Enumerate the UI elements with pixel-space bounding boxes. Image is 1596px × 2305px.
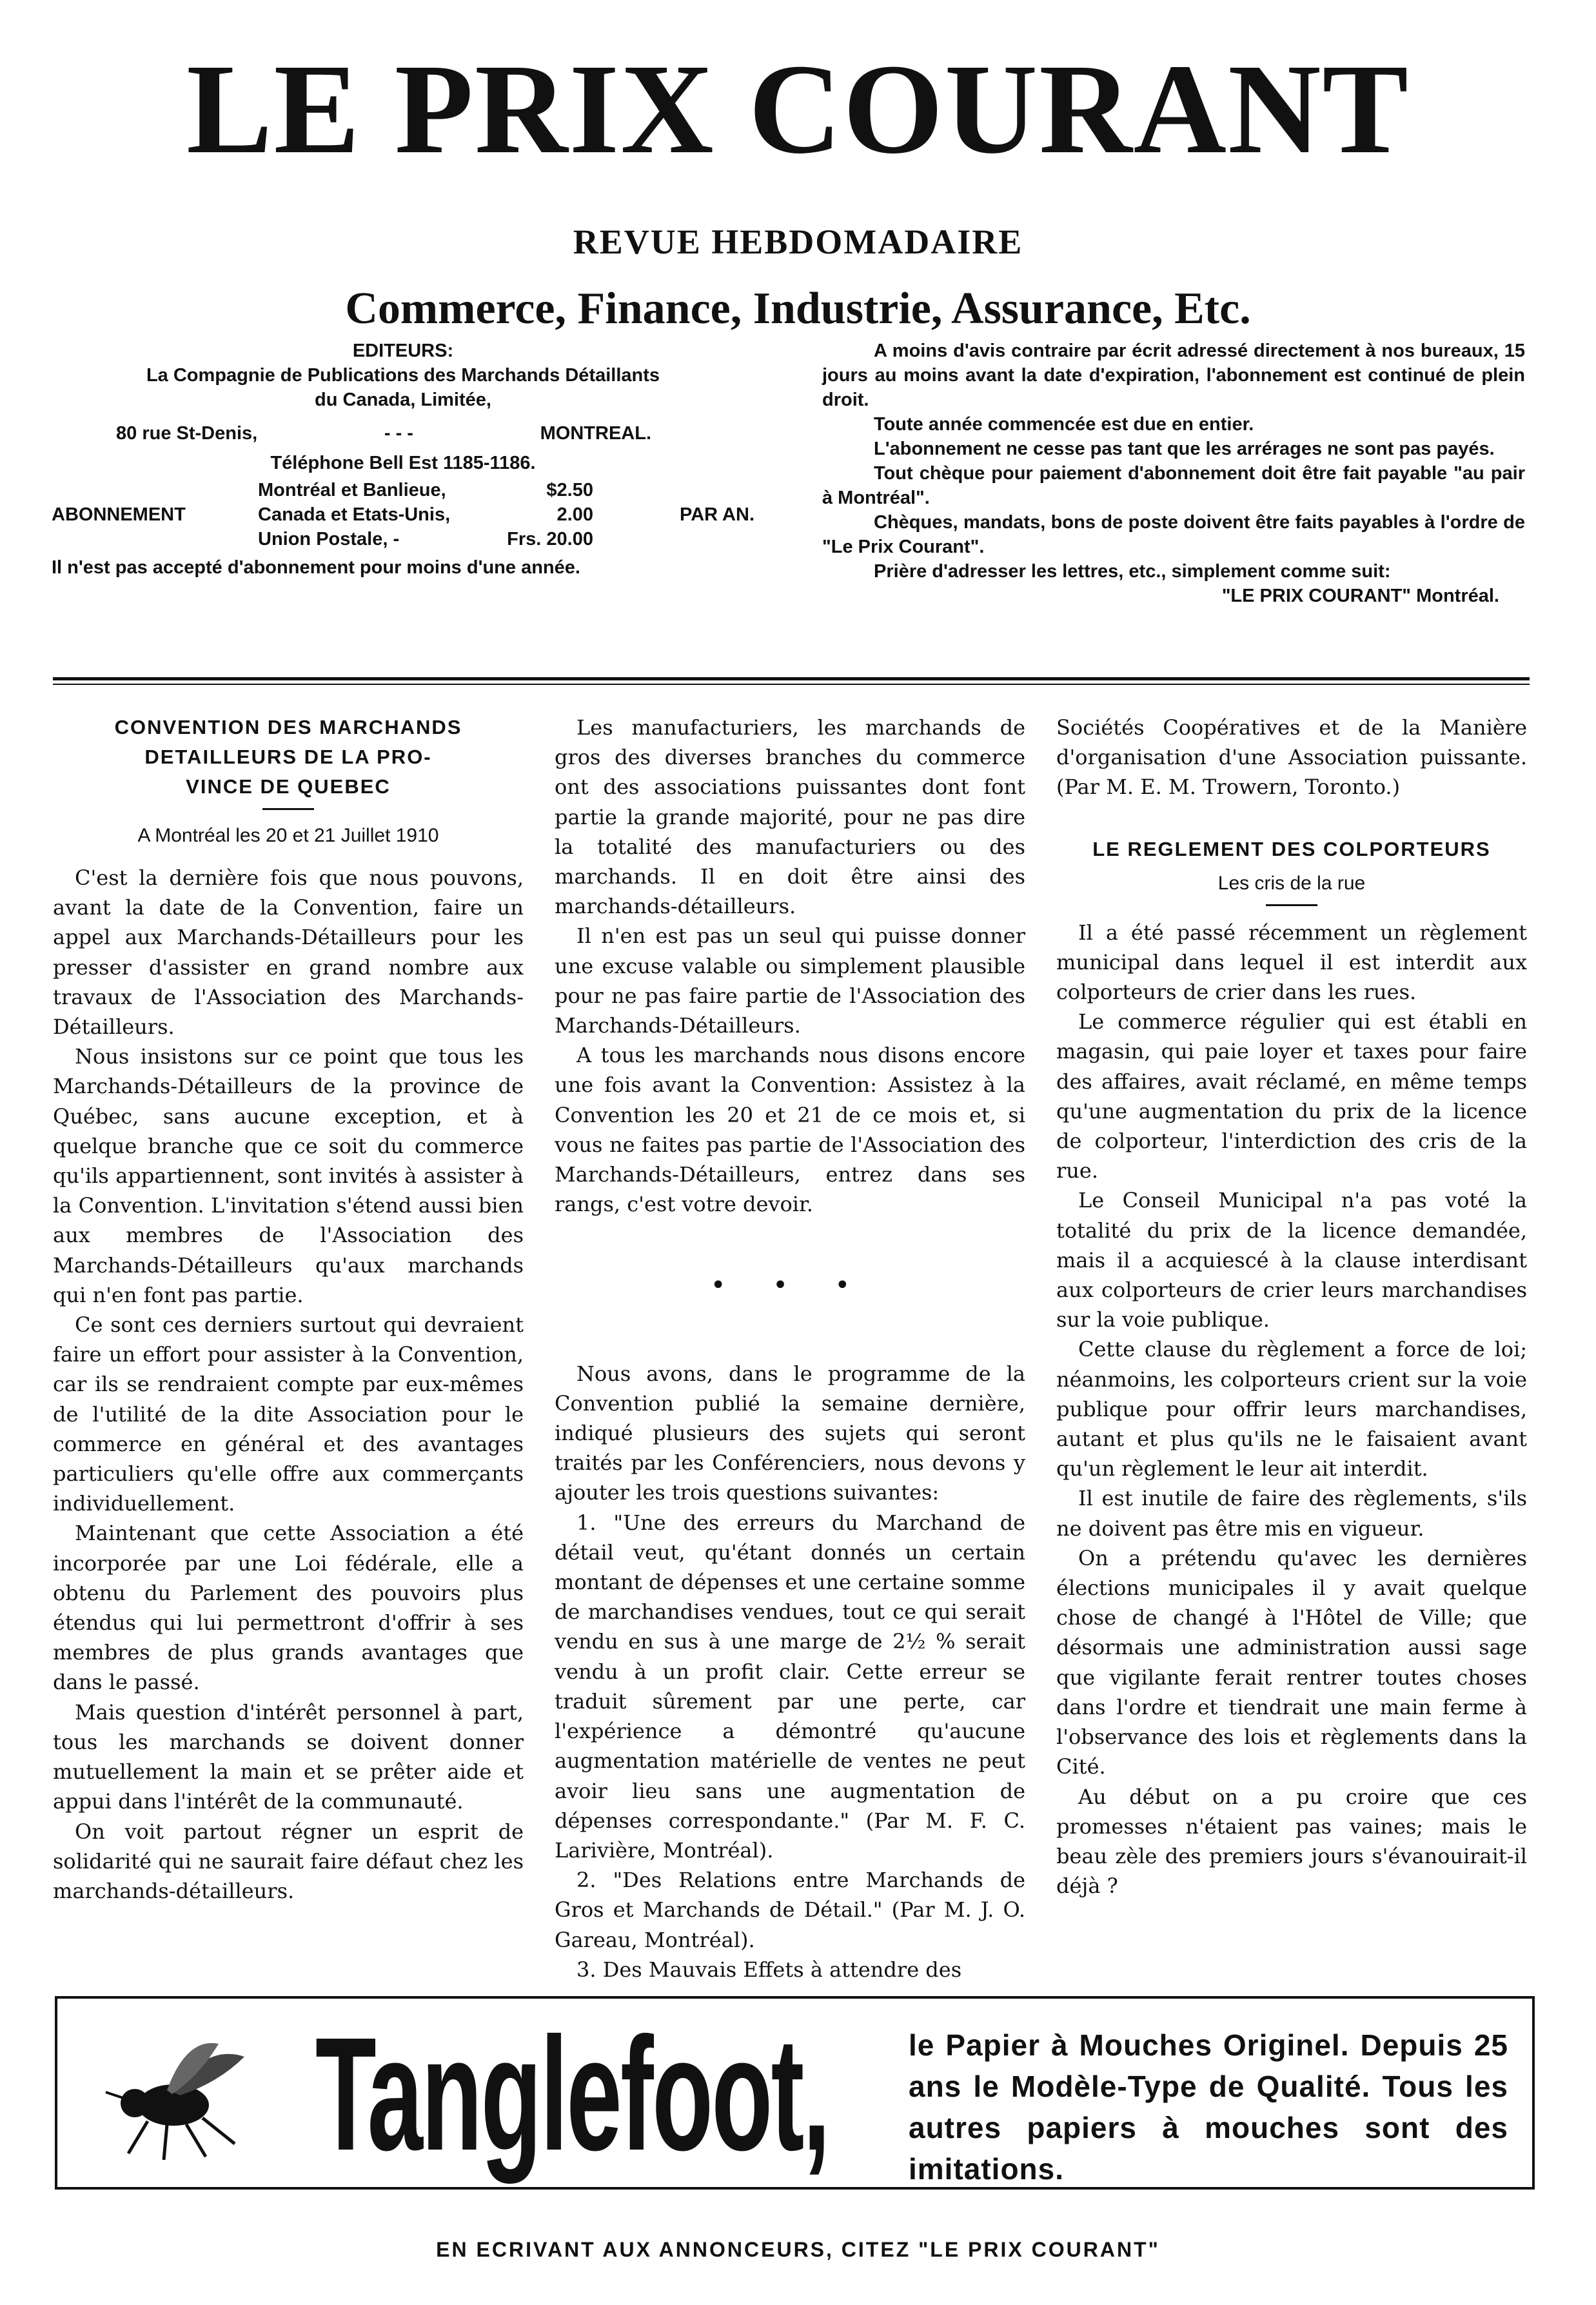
question-item: 1. "Une des erreurs du Marchand de détail veut, qu'étant donnés un certain montant de dépenses et une certaine somme de marchandises vendues, tout ce qui serait vendu en sus à une marge de 2½ % serait vendu à un profit clair. Cette erreur se traduit sûrement par une perte, car l'expérience a démontré qu'aucune augmentation matérielle de ventes ne peut avoir lieu sans une augmentation de dépenses correspondante." (Par M. F. C. Larivière, Montréal). [555, 1510, 1025, 1863]
ad-copy: le Papier à Mouches Originel. Depuis 25 ans le Modèle-Type de Qualité. Tous les autres papiers à mouches sont des imitations. [909, 2028, 1508, 2186]
publisher-city: MONTREAL. [540, 423, 651, 444]
notice-paragraph: Toute année commencée est due en entier. [874, 414, 1254, 435]
subscription-label: ABONNEMENT [52, 504, 186, 525]
masthead-tagline: Commerce, Finance, Industrie, Assurance, Etc. [345, 284, 1251, 333]
article1-heading-line2: DETAILLEURS DE LA PRO- [144, 746, 432, 768]
article-paragraph: On a prétendu qu'avec les dernières élections municipales il y avait quelque chose de changé à l'Hôtel de Ville; que désormais une administration aussi sage que vigilante ferait rentrer toutes choses dans l'ordre et tiendrait une main ferme à l'observance des lois et règlements dans la Cité. [1056, 1545, 1527, 1779]
article1-heading-line1: CONVENTION DES MARCHANDS [114, 716, 462, 738]
column-1 [53, 713, 524, 1906]
ad-brand-name: Tanglefoot, [315, 2004, 829, 2184]
article-paragraph: A tous les marchands nous disons encore une fois avant la Convention: Assistez à la Convention les 20 et 21 de ce mois et, si vous ne faites pas partie de l'Association des Marchands-Détailleurs, entrez dans ses rangs, c'est votre devoir. [555, 1043, 1025, 1217]
rate-row: Canada et Etats-Unis, 2.00 [258, 504, 593, 525]
article-paragraph: Au début on a pu croire que ces promesses n'étaient pas vaines; mais le beau zèle des premiers jours s'évanouirait-il déjà ? [1056, 1784, 1527, 1899]
question-item: 2. "Des Relations entre Marchands de Gros et Marchands de Détail." (Par M. J. O. Gareau, Montréal). [555, 1868, 1025, 1952]
rate-row: Montréal et Banlieue, $2.50 [258, 480, 593, 500]
heading-rule [1266, 904, 1317, 906]
notice-paragraph: Chèques, mandats, bons de poste doivent être faits payables à l'ordre de "Le Prix Courant". [822, 512, 1525, 557]
column-2 [555, 713, 1025, 1984]
publisher-company-line2: du Canada, Limitée, [315, 390, 491, 410]
publisher-info [52, 339, 754, 580]
article-paragraph: Nous insistons sur ce point que tous les Marchands-Détailleurs de la province de Québec, sans aucune exception, et à quelque branche que ce soit du commerce qu'ils appartiennent, sont invités à assister à la Convention. L'invitation s'étend aussi bien aux membres de l'Association des Marchands-Détailleurs qu'aux marchands qui n'en font pas partie. [53, 1044, 524, 1307]
header-rule [53, 677, 1530, 680]
heading-rule [262, 808, 314, 810]
article2-subheading: Les cris de la rue [1217, 872, 1366, 894]
masthead [0, 39, 1596, 338]
notice-paragraph: Prière d'adresser les lettres, etc., simplement comme suit: [874, 561, 1391, 582]
notice-signature: "LE PRIX COURANT" Montréal. [1221, 586, 1499, 606]
tanglefoot-advertisement [55, 1996, 1535, 2190]
article-paragraph: C'est la dernière fois que nous pouvons, avant la date de la Convention, faire un appel aux Marchands-Détailleurs pour les presser d'assister en grand nombre aux travaux de l'Association des Marchands-Détailleurs. [53, 866, 524, 1040]
masthead-title: LE PRIX COURANT [186, 38, 1410, 181]
article-paragraph: Il n'en est pas un seul qui puisse donner une excuse valable ou simplement plausible pour ne pas faire partie de l'Association des Marchands-Détailleurs. [555, 924, 1025, 1038]
article-paragraph: Sociétés Coopératives et de la Manière d'organisation d'une Association puissante. (Par M. E. M. Trowern, Toronto.) [1056, 715, 1527, 800]
article-paragraph: Cette clause du règlement a force de loi; néanmoins, les colporteurs crient sur la voie publique pour offrir leurs marchandises, autant et plus qu'ils ne le faisaient avant qu'un règlement le leur ait interdit. [1056, 1337, 1527, 1481]
subscription-minimum-note: Il n'est pas accepté d'abonnement pour moins d'une année. [52, 557, 580, 578]
article-paragraph: Les manufacturiers, les marchands de gros des diverses branches du commerce ont des associations puissantes dont font partie la grande majorité, pour ne pas dire la totalité des manufacturiers ou des marchands. Il en doit être ainsi des marchands-détailleurs. [555, 715, 1025, 919]
article-paragraph: Il est inutile de faire des règlements, s'ils ne doivent pas être mis en vigueur. [1056, 1486, 1527, 1541]
footer-note: EN ECRIVANT AUX ANNONCEURS, CITEZ "LE PRIX COURANT" [436, 2238, 1160, 2261]
notice-paragraph: A moins d'avis contraire par écrit adressé directement à nos bureaux, 15 jours au moins avant la date d'expiration, l'abonnement est continué de plein droit. [822, 341, 1525, 410]
header-rule-thin [53, 684, 1530, 685]
subscription-per-year: PAR AN. [680, 504, 754, 525]
subscription-notice [822, 339, 1525, 608]
notice-paragraph: Tout chèque pour paiement d'abonnement doit être fait payable "au pair à Montréal". [822, 463, 1525, 508]
masthead-subtitle: REVUE HEBDOMADAIRE [573, 223, 1023, 261]
article-paragraph: Ce sont ces derniers surtout qui devraient faire un effort pour assister à la Convention, car ils se rendraient compte par eux-mêmes de l'utilité de la dite Association pour le commerce en général et des avantages particuliers qu'elle offre aux commerçants individuellement. [53, 1312, 524, 1516]
subscription-table [52, 478, 754, 551]
publisher-telephone: Téléphone Bell Est 1185-1186. [270, 453, 536, 473]
publisher-company-line1: La Compagnie de Publications des Marchands Détaillants [146, 365, 660, 386]
publisher-address: 80 rue St-Denis, [116, 423, 258, 444]
article-paragraph: Maintenant que cette Association a été incorporée par une Loi fédérale, elle a obtenu du Parlement des pouvoirs plus étendus qui lui permettront d'offrir à ses membres de plus grands avantages que dans le passé. [53, 1521, 524, 1695]
article1-heading-line3: VINCE DE QUEBEC [186, 775, 391, 798]
article-paragraph: Mais question d'intérêt personnel à part, tous les marchands se doivent donner mutuellement la main et se prêter aide et appui dans l'intérêt de la communauté. [53, 1699, 524, 1814]
fly-icon [96, 2031, 251, 2166]
publisher-heading: EDITEURS: [352, 341, 454, 361]
article-paragraph: On voit partout régner un esprit de solidarité qui ne saurait faire défaut chez les marchands-détailleurs. [53, 1819, 524, 1903]
article2-heading: LE REGLEMENT DES COLPORTEURS [1092, 837, 1491, 860]
section-separator: • • • [710, 1271, 870, 1301]
article-paragraph: Nous avons, dans le programme de la Convention publié la semaine dernière, indiqué plusieurs des sujets qui seront traités par les Conférenciers, nous devons y ajouter les trois questions suivantes: [555, 1361, 1025, 1505]
rate-row: Union Postale, - Frs. 20.00 [258, 529, 593, 549]
column-3 [1056, 713, 1527, 1901]
article-paragraph: Il a été passé récemment un règlement municipal dans lequel il est interdit aux colporteurs de crier dans les rues. [1056, 920, 1527, 1005]
question-item: 3. Des Mauvais Effets à attendre des [576, 1957, 962, 1982]
notice-paragraph: L'abonnement ne cesse pas tant que les arrérages ne sont pas payés. [874, 439, 1495, 459]
article-paragraph: Le Conseil Municipal n'a pas voté la totalité du prix de la licence demandée, mais il a acquiescé à la clause interdisant aux colporteurs de crier leurs marchandises sur la voie publique. [1056, 1188, 1527, 1332]
publisher-address-dashes: - - - [384, 423, 413, 444]
article1-dateline: A Montréal les 20 et 21 Juillet 1910 [137, 825, 439, 846]
subscription-rates [258, 478, 593, 551]
article-paragraph: Le commerce régulier qui est établi en magasin, qui paie loyer et taxes pour faire des affaires, avait réclamé, en même temps qu'une augmentation du prix de la licence de colporteur, l'interdiction des cris de la rue. [1056, 1009, 1527, 1183]
